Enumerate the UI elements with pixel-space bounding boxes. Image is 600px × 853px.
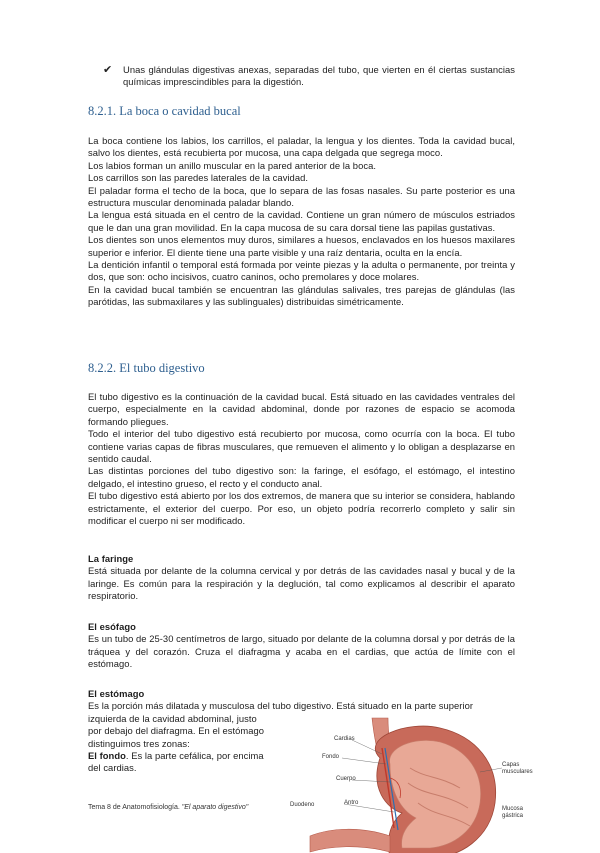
text-line: del cardias. [88, 762, 137, 774]
section-boca-body [88, 135, 515, 309]
label-fondo: Fondo [322, 754, 340, 760]
paragraph: La dentición infantil o temporal está formada por veinte piezas y la adulta o permanente, por treinta y dos, que son: ocho incisivos, cuatro caninos, ocho premolares y doce molares. [88, 259, 515, 283]
fondo-text: . Es la parte cefálica, por encima [125, 750, 264, 762]
subheading-estomago: El estómago [88, 688, 145, 699]
section-heading-boca: 8.2.1. La boca o cavidad bucal [88, 104, 241, 118]
footer-title: "El aparato digestivo" [181, 804, 249, 811]
paragraph: Los labios forman un anillo muscular en la pared anterior de la boca. [88, 159, 376, 171]
label-duodeno: Duodeno [290, 802, 315, 808]
paragraph: Las distintas porciones del tubo digestivo son: la faringe, el esófago, el estómago, el intestino delgado, el intestino grueso, el recto y el conducto anal. [88, 465, 515, 489]
paragraph: Está situada por delante de la columna cervical y por detrás de las cavidades nasal y bucal y de la laringe. Es común para la respiración y la deglución, tal como explicamos al describir el aparato respiratorio. [88, 565, 515, 602]
label-capas: Capas musculares [502, 762, 533, 775]
paragraph: La boca contiene los labios, los carrillos, el paladar, la lengua y los dientes. Toda la cavidad bucal, salvo los dientes, está recubierta por mucosa, una capa delgada que segrega moco. [88, 135, 515, 159]
paragraph: Es la porción más dilatada y musculosa del tubo digestivo. Está situado en la parte superior [88, 700, 474, 712]
faringe-block [88, 553, 515, 603]
subheading-faringe: La faringe [88, 553, 134, 564]
estomago-narrow-text [88, 713, 283, 775]
paragraph: Los dientes son unos elementos muy duros, similares a huesos, enclavados en los huesos maxilares superior e inferior. El diente tiene una parte visible y una raíz dentaria, oculta en la encía. [88, 234, 515, 258]
fondo-term: El fondo [88, 750, 126, 762]
paragraph: El paladar forma el techo de la boca, que lo separa de las fosas nasales. Su parte posterior es una estructura muscular denominada paladar blando. [88, 184, 515, 209]
text-line: izquierda de la cavidad abdominal, justo [88, 712, 257, 724]
label-cuerpo: Cuerpo [336, 776, 356, 782]
paragraph: El tubo digestivo es la continuación de la cavidad bucal. Está situado en las cavidades ventrales del cuerpo, especialmente en la cavidad abdominal, donde por razones de espacio se acomoda formando pliegues. [88, 391, 515, 427]
paragraph: Los carrillos son las paredes laterales de la cavidad. [88, 172, 309, 184]
stomach-drawing [290, 718, 520, 848]
esofago-block [88, 621, 515, 671]
check-icon: ✔ [103, 64, 113, 76]
intro-bullet [103, 64, 515, 89]
intro-bullet-text: Unas glándulas digestivas anexas, separadas del tubo, que vierten en él ciertas sustancias químicas imprescindibles para la digestión. [123, 64, 515, 88]
section-heading-tubo: 8.2.2. El tubo digestivo [88, 361, 205, 375]
text-line: por debajo del diafragma. En el estómago [88, 725, 265, 737]
text-line: distinguimos tres zonas: [88, 737, 190, 749]
subheading-esofago: El esófago [88, 621, 136, 632]
paragraph: El tubo digestivo está abierto por los dos extremos, de manera que su interior se considera, hablando estrictamente, el exterior del cuerpo. Por eso, un objeto podría recorrerlo completo y salir sin modificar el cuerpo ni ser modificado. [88, 490, 515, 527]
paragraph: Todo el interior del tubo digestivo está recubierto por mucosa, como ocurría con la boca. El tubo contiene varias capas de fibras musculares, que remueven el alimento y lo obligan a desplazarse en sentido caudal. [88, 428, 515, 465]
page-footer [88, 804, 248, 811]
label-mucosa: Mucosa gástrica [502, 806, 524, 819]
label-antro: Antro [344, 800, 359, 806]
stomach-illustration [290, 718, 533, 848]
fondo-line [88, 750, 283, 762]
label-cardias: Cardias [334, 736, 355, 742]
section-tubo-body [88, 391, 515, 527]
paragraph: En la cavidad bucal también se encuentran las glándulas salivales, tres parejas de glándulas (las parótidas, las submaxilares y las sublinguales) distribuidas simétricamente. [88, 283, 515, 308]
paragraph: La lengua está situada en el centro de la cavidad. Contiene un gran número de músculos estriados que le dan una gran movilidad. En la capa mucosa de su cara dorsal tiene las papilas gustativas. [88, 209, 515, 233]
footer-prefix: Tema 8 de Anatomofisiología. [88, 804, 182, 811]
paragraph: Es un tubo de 25-30 centímetros de largo, situado por delante de la columna dorsal y por detrás de la tráquea y del corazón. Cruza el diafragma y acaba en el cardias, que actúa de límite con el estómago. [88, 633, 515, 670]
